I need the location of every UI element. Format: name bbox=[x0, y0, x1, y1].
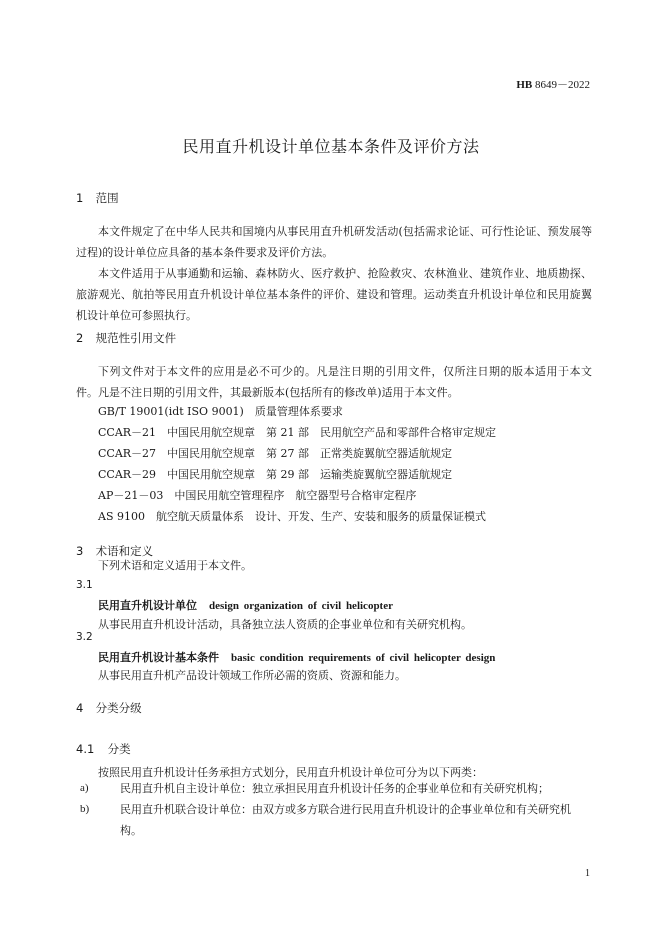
list-marker: a) bbox=[80, 782, 89, 794]
doc-number-value: 8649－2022 bbox=[535, 79, 590, 91]
reference-item bbox=[98, 487, 416, 503]
reference-item bbox=[98, 445, 452, 461]
reference-title: 航空航天质量体系 设计、开发、生产、安装和服务的质量保证模式 bbox=[155, 510, 486, 523]
term-number: 3.1 bbox=[76, 579, 93, 591]
term-english: basic condition requirements of civil helicopter design bbox=[231, 652, 496, 664]
section-number: 4 bbox=[76, 701, 84, 715]
section-2-heading bbox=[76, 330, 176, 346]
reference-item bbox=[98, 508, 486, 524]
section-number: 1 bbox=[76, 191, 84, 205]
reference-code: AS 9100 bbox=[98, 510, 145, 523]
section-3-intro: 下列术语和定义适用于本文件。 bbox=[98, 559, 252, 572]
reference-title: 质量管理体系要求 bbox=[254, 405, 343, 418]
doc-prefix: HB bbox=[516, 79, 533, 91]
section-1-paragraph-2: 本文件适用于从事通勤和运输、森林防火、医疗救护、抢险救灾、农林渔业、建筑作业、地质勘探、旅游观光、航拍等民用直升机设计单位基本条件的评价、建设和管理。运动类直升机设计单位和民用旋翼机设计单位可参照执行。 bbox=[76, 267, 592, 322]
term-title bbox=[98, 649, 495, 665]
section-1-heading bbox=[76, 190, 119, 206]
reference-code: CCAR－27 bbox=[98, 447, 157, 460]
reference-item bbox=[98, 466, 452, 482]
list-text: 民用直升机自主设计单位：独立承担民用直升机设计任务的企事业单位和有关研究机构； bbox=[120, 782, 549, 795]
list-marker: b) bbox=[80, 803, 90, 815]
subsection-4-1-heading bbox=[76, 741, 131, 757]
reference-code: CCAR－29 bbox=[98, 468, 157, 481]
term-english: design organization of civil helicopter bbox=[209, 600, 393, 612]
section-title: 规范性引用文件 bbox=[95, 331, 177, 345]
section-title: 范围 bbox=[95, 191, 119, 205]
subsection-number: 4.1 bbox=[76, 742, 95, 756]
reference-title: 中国民用航空规章 第 29 部 运输类旋翼航空器适航规定 bbox=[167, 468, 453, 481]
term-definition: 从事民用直升机产品设计领域工作所必需的资质、资源和能力。 bbox=[98, 669, 406, 682]
list-item bbox=[76, 799, 592, 841]
document-number bbox=[516, 76, 590, 92]
section-title: 术语和定义 bbox=[95, 544, 154, 558]
subsection-title: 分类 bbox=[107, 742, 131, 756]
term-chinese: 民用直升机设计单位 bbox=[98, 599, 197, 612]
section-title: 分类分级 bbox=[95, 701, 142, 715]
term-chinese: 民用直升机设计基本条件 bbox=[98, 651, 219, 664]
section-number: 3 bbox=[76, 544, 84, 558]
reference-code: AP－21－03 bbox=[98, 489, 164, 502]
subsection-4-1-intro: 按照民用直升机设计任务承担方式划分，民用直升机设计单位可分为以下两类： bbox=[98, 766, 483, 779]
page-number: 1 bbox=[585, 868, 590, 879]
reference-code: GB/T 19001(idt ISO 9001) bbox=[98, 405, 244, 418]
section-2-paragraph-1: 下列文件对于本文件的应用是必不可少的。凡是注日期的引用文件，仅所注日期的版本适用于本文件。凡是不注日期的引用文件，其最新版本(包括所有的修改单)适用于本文件。 bbox=[76, 365, 592, 399]
term-number: 3.2 bbox=[76, 631, 93, 643]
document-title: 民用直升机设计单位基本条件及评价方法 bbox=[182, 137, 480, 156]
reference-title: 中国民用航空管理程序 航空器型号合格审定程序 bbox=[174, 489, 417, 502]
section-4-heading bbox=[76, 700, 142, 716]
reference-item bbox=[98, 424, 496, 440]
term-title bbox=[98, 597, 393, 613]
reference-code: CCAR－21 bbox=[98, 426, 157, 439]
reference-title: 中国民用航空规章 第 21 部 民用航空产品和零部件合格审定规定 bbox=[167, 426, 497, 439]
term-definition: 从事民用直升机设计活动，具备独立法人资质的企事业单位和有关研究机构。 bbox=[98, 618, 472, 631]
list-text: 民用直升机联合设计单位：由双方或多方联合进行民用直升机设计的企事业单位和有关研究机构。 bbox=[120, 803, 571, 837]
list-item bbox=[76, 778, 592, 799]
section-1-paragraph-1: 本文件规定了在中华人民共和国境内从事民用直升机研发活动(包括需求论证、可行性论证、预发展等过程)的设计单位应具备的基本条件要求及评价方法。 bbox=[76, 225, 592, 259]
reference-item bbox=[98, 403, 343, 419]
reference-title: 中国民用航空规章 第 27 部 正常类旋翼航空器适航规定 bbox=[167, 447, 453, 460]
section-number: 2 bbox=[76, 331, 84, 345]
